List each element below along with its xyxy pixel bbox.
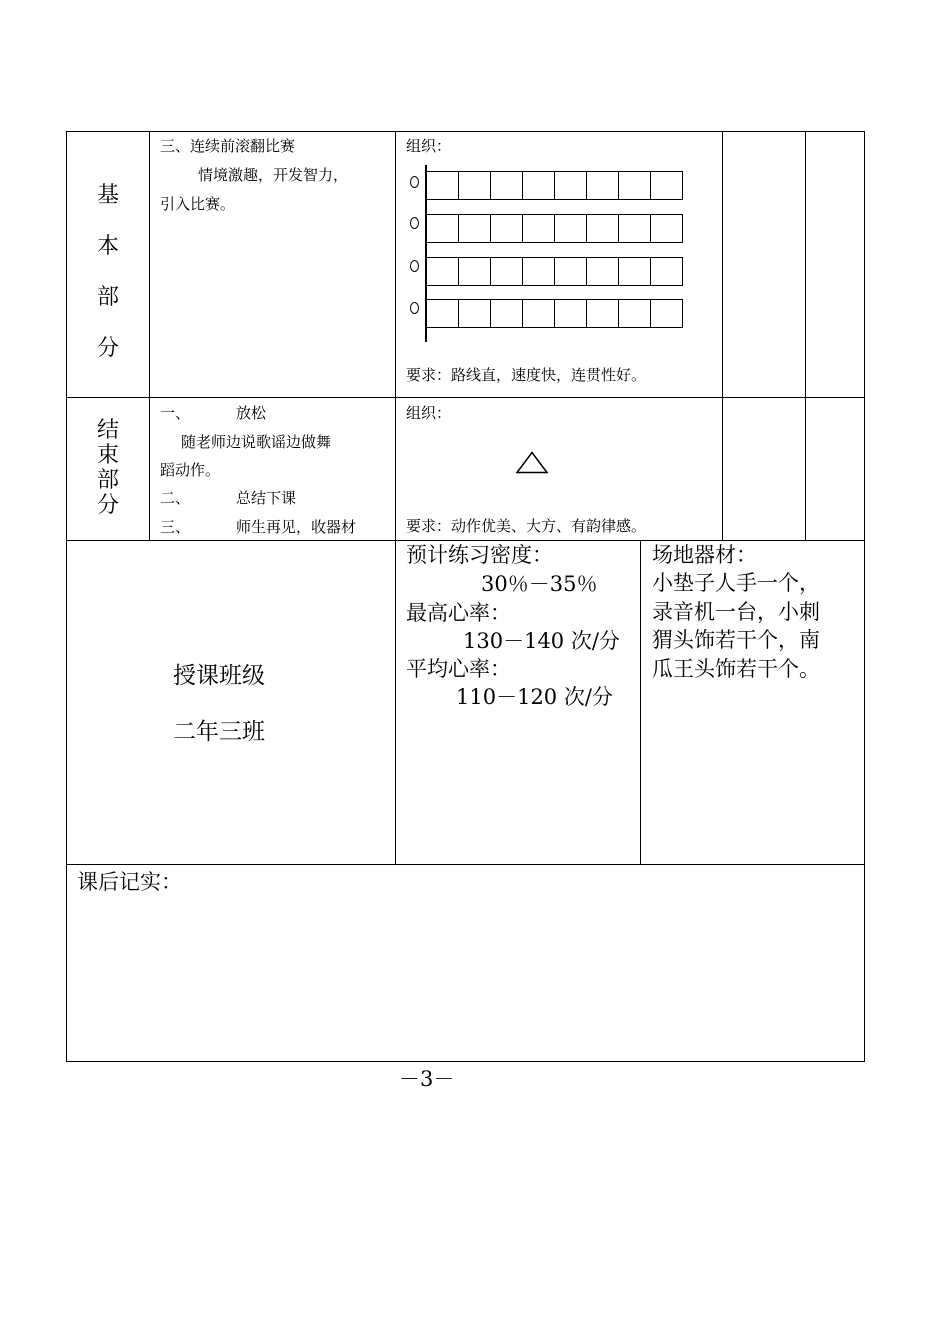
avg-hr-label: 平均心率： [406, 657, 511, 681]
ending-item1-text: 放松 [236, 404, 267, 422]
notes-label: 课后记实： [77, 870, 182, 894]
start-marker-icon [410, 302, 419, 314]
mat-lane [426, 299, 682, 328]
ending-item2-text: 总结下课 [236, 489, 297, 507]
basic-org-label: 组织： [406, 137, 452, 155]
mat-lane [426, 257, 682, 286]
page-number: －3－ [399, 1067, 455, 1091]
class-value: 二年三班 [173, 719, 265, 745]
equipment-line3: 猬头饰若干个，南 [652, 628, 820, 652]
equipment-label: 场地器材： [652, 543, 757, 567]
basic-requirement: 要求：路线直，速度快，连贯性好。 [406, 366, 647, 384]
ending-item1-num: 一、 [160, 404, 191, 422]
mat-lane [426, 171, 682, 200]
max-hr-value: 130－140 次/分 [463, 629, 620, 653]
ending-requirement: 要求：动作优美、大方、有韵律感。 [406, 517, 647, 535]
class-label: 授课班级 [173, 663, 265, 689]
equipment-line2: 录音机一台，小刺 [652, 600, 820, 624]
ending-item1-detail-line2: 蹈动作。 [160, 461, 221, 479]
ending-section-label: 结 束 部 分 [96, 418, 119, 518]
basic-content-line2: 引入比赛。 [160, 195, 236, 213]
basic-content-line1: 情境激趣，开发智力， [198, 166, 349, 184]
equipment-line1: 小垫子人手一个， [652, 571, 820, 595]
density-value: 30％－35％ [481, 572, 598, 596]
ending-item3-num: 三、 [160, 518, 191, 536]
ending-item2-num: 二、 [160, 489, 191, 507]
mat-lane [426, 214, 682, 243]
start-marker-icon [410, 260, 419, 272]
teacher-triangle-icon [515, 451, 549, 474]
equipment-line4: 瓜王头饰若干个。 [652, 657, 820, 681]
ending-org-label: 组织： [406, 404, 452, 422]
start-marker-icon [410, 217, 419, 229]
ending-item1-detail-line1: 随老师边说歌谣边做舞 [181, 433, 332, 451]
avg-hr-value: 110－120 次/分 [456, 685, 613, 709]
max-hr-label: 最高心率： [406, 601, 511, 625]
ending-item3-text: 师生再见，收器材 [236, 518, 357, 536]
start-marker-icon [410, 176, 419, 188]
basic-section-label: 基 本 部 分 [96, 183, 119, 361]
density-label: 预计练习密度： [406, 543, 553, 567]
basic-content-title: 三、连续前滚翻比赛 [160, 137, 296, 155]
